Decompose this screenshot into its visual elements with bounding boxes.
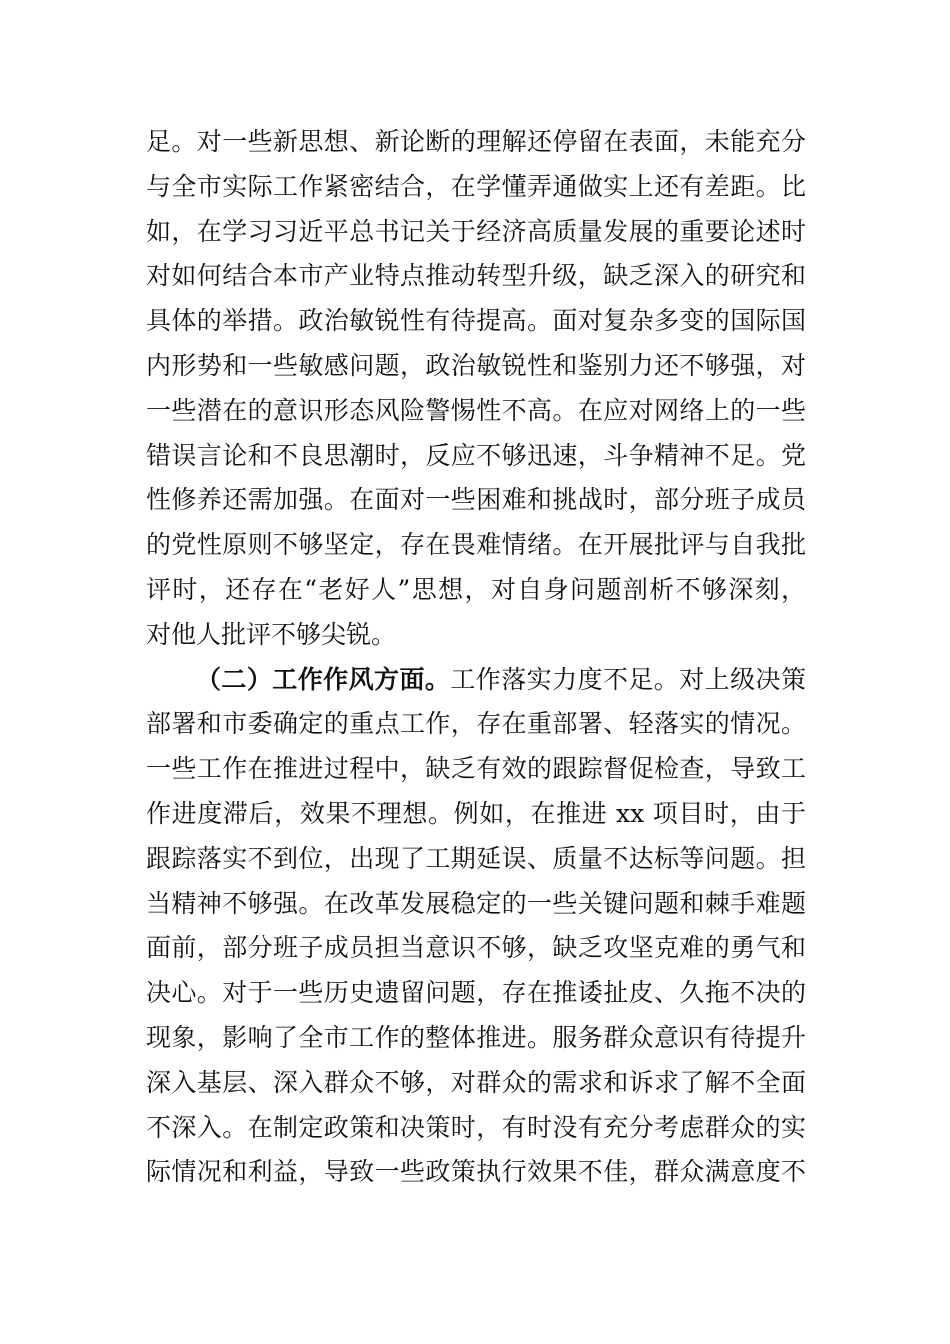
text-line: 对如何结合本市产业特点推动转型升级，缺乏深入的研究和 (146, 261, 806, 291)
section-heading-line (146, 658, 806, 703)
text-line: 部署和市委确定的重点工作，存在重部署、轻落实的情况。 (146, 709, 806, 739)
text-line: 面前，部分班子成员担当意识不够，缺乏攻坚克难的勇气和 (146, 933, 806, 963)
text-line: 决心。对于一些历史遗留问题，存在推诿扯皮、久拖不决的 (146, 978, 806, 1008)
text-line: 性修养还需加强。在面对一些困难和挑战时，部分班子成员 (146, 485, 806, 515)
text-line: 与全市实际工作紧密结合，在学懂弄通做实上还有差距。比 (146, 171, 806, 201)
text-line: 不深入。在制定政策和决策时，有时没有充分考虑群众的实 (146, 1112, 806, 1142)
text-line: 作进度滞后，效果不理想。例如，在推进 xx 项目时，由于 (146, 798, 806, 828)
text-line: 深入基层、深入群众不够，对群众的需求和诉求了解不全面 (146, 1067, 806, 1097)
section-heading-rest: 工作落实力度不足。对上级决策 (450, 664, 806, 694)
text-line: 当精神不够强。在改革发展稳定的一些关键问题和棘手难题 (146, 888, 806, 918)
text-line: 现象，影响了全市工作的整体推进。服务群众意识有待提升 (146, 1022, 806, 1052)
text-line: 如，在学习习近平总书记关于经济高质量发展的重要论述时 (146, 216, 806, 246)
text-line: 错误言论和不良思潮时，反应不够迅速，斗争精神不足。党 (146, 440, 806, 470)
text-line: 跟踪落实不到位，出现了工期延误、质量不达标等问题。担 (146, 843, 806, 873)
text-line: 具体的举措。政治敏锐性有待提高。面对复杂多变的国际国 (146, 306, 806, 336)
text-line: 际情况和利益，导致一些政策执行效果不佳，群众满意度不 (146, 1157, 806, 1187)
text-line: 足。对一些新思想、新论断的理解还停留在表面，未能充分 (146, 127, 806, 156)
text-line: 的党性原则不够坚定，存在畏难情绪。在开展批评与自我批 (146, 530, 806, 560)
section-heading: （二）工作作风方面。 (196, 664, 451, 694)
text-line: 内形势和一些敏感问题，政治敏锐性和鉴别力还不够强，对 (146, 350, 806, 380)
body-text (146, 120, 806, 1195)
text-line: 评时，还存在“老好人”思想，对自身问题剖析不够深刻， (146, 574, 806, 604)
text-line: 一些工作在推进过程中，缺乏有效的跟踪督促检查，导致工 (146, 754, 806, 784)
text-line: 一些潜在的意识形态风险警惕性不高。在应对网络上的一些 (146, 395, 806, 425)
text-line: 对他人批评不够尖锐。 (146, 619, 397, 649)
